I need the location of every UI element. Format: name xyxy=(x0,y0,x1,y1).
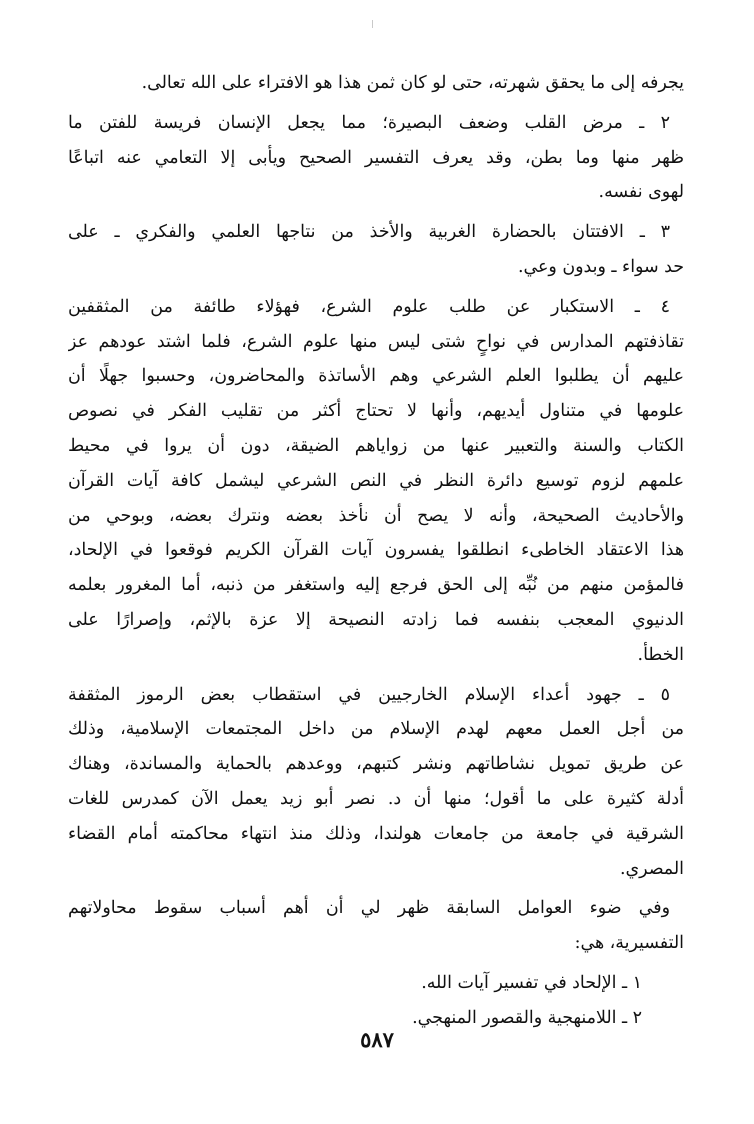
text-line: هذا الاعتقاد الخاطىء انطلقوا يفسرون آيات القرآن الكريم فوقعوا في الإلحاد، xyxy=(68,540,684,561)
text-line: المصري. xyxy=(619,858,684,879)
paragraph-item-2 xyxy=(68,106,684,210)
text-line: عن طريق تمويل نشاطاتهم ونشر كتبهم، ووعدهم بالحماية والمساندة، وهناك xyxy=(68,754,684,775)
text-line: الشرقية في جامعة من جامعات هولندا، وذلك منذ انتهاء محاكمته أمام القضاء xyxy=(68,823,684,844)
text-line: ظهر منها وما بطن، وقد يعرف التفسير الصحيح ويأبى إلا التعامي عنه اتباعًا xyxy=(68,147,684,168)
text-line: ٥ ـ جهود أعداء الإسلام الخارجيين في استقطاب بعض الرموز المثقفة xyxy=(68,684,670,705)
paragraph xyxy=(68,66,684,101)
page-top-mark xyxy=(372,20,373,28)
text-line: لهوى نفسه. xyxy=(598,182,684,203)
text-line: تقاذفتهم المدارس في نواحٍ شتى ليس منها علوم الشرع، فلما اشتد عودهم عز xyxy=(68,331,684,352)
paragraph-conclusion xyxy=(68,891,684,961)
reasons-list xyxy=(68,966,684,1036)
text-line: من أجل العمل معهم لهدم الإسلام من داخل المجتمعات الإسلامية، وذلك xyxy=(68,719,684,740)
text-line: أدلة كثيرة على ما أقول؛ منها أن د. نصر أبو زيد يعمل الآن كمدرس للغات xyxy=(68,788,684,809)
paragraph-item-4 xyxy=(68,290,684,673)
paragraph-item-3 xyxy=(68,215,684,285)
page-body xyxy=(68,66,684,1041)
text-line: علمهم لزوم توسيع دائرة النظر في النص الشرعي ليشمل كافة آيات القرآن xyxy=(68,470,684,491)
page-number: ٥٨٧ xyxy=(360,1027,394,1052)
text-line: علومها في متناول أيديهم، وأنها لا تحتاج أكثر من تقليب الفكر في نصوص xyxy=(68,401,684,422)
text-line: ٤ ـ الاستكبار عن طلب علوم الشرع، فهؤلاء طائفة من المثقفين xyxy=(68,296,670,317)
text-line: يجرفه إلى ما يحقق شهرته، حتى لو كان ثمن هذا هو الافتراء على الله تعالى. xyxy=(141,73,684,93)
paragraph-item-5 xyxy=(68,678,684,887)
text-line: الخطأ. xyxy=(637,644,684,665)
text-line: عليهم أن يطلبوا العلم الشرعي وهم الأساتذة والمحاضرون، وحسبوا جهلًا أن xyxy=(68,366,684,387)
text-line: ٢ ـ مرض القلب وضعف البصيرة؛ مما يجعل الإنسان فريسة للفتن ما xyxy=(68,112,670,133)
list-item: ٢ ـ اللامنهجية والقصور المنهجي. xyxy=(412,1007,642,1028)
text-line: حد سواء ـ وبدون وعي. xyxy=(518,256,684,277)
text-line: الدنيوي المعجب بنفسه فما زادته النصيحة إلا عزة بالإثم، وإصرارًا على xyxy=(68,609,684,630)
text-line: فالمؤمن منهم من نُبِّه إلى الحق فرجع إليه واستغفر من ذنبه، أما المغرور بعلمه xyxy=(68,575,684,596)
text-line: ٣ ـ الافتتان بالحضارة الغربية والأخذ من نتاجها العلمي والفكري ـ على xyxy=(68,222,670,243)
text-line: التفسيرية، هي: xyxy=(574,933,684,954)
text-line: وفي ضوء العوامل السابقة ظهر لي أن أهم أسباب سقوط محاولاتهم xyxy=(68,898,670,919)
text-line: والأحاديث الصحيحة، وأنه لا يصح أن نأخذ بعضه ونترك بعضه، وبوحي من xyxy=(68,505,684,526)
text-line: الكتاب والسنة والتعبير عنها من زواياهم الضيقة، دون أن يروا في محيط xyxy=(68,435,684,456)
list-item: ١ ـ الإلحاد في تفسير آيات الله. xyxy=(421,972,642,993)
